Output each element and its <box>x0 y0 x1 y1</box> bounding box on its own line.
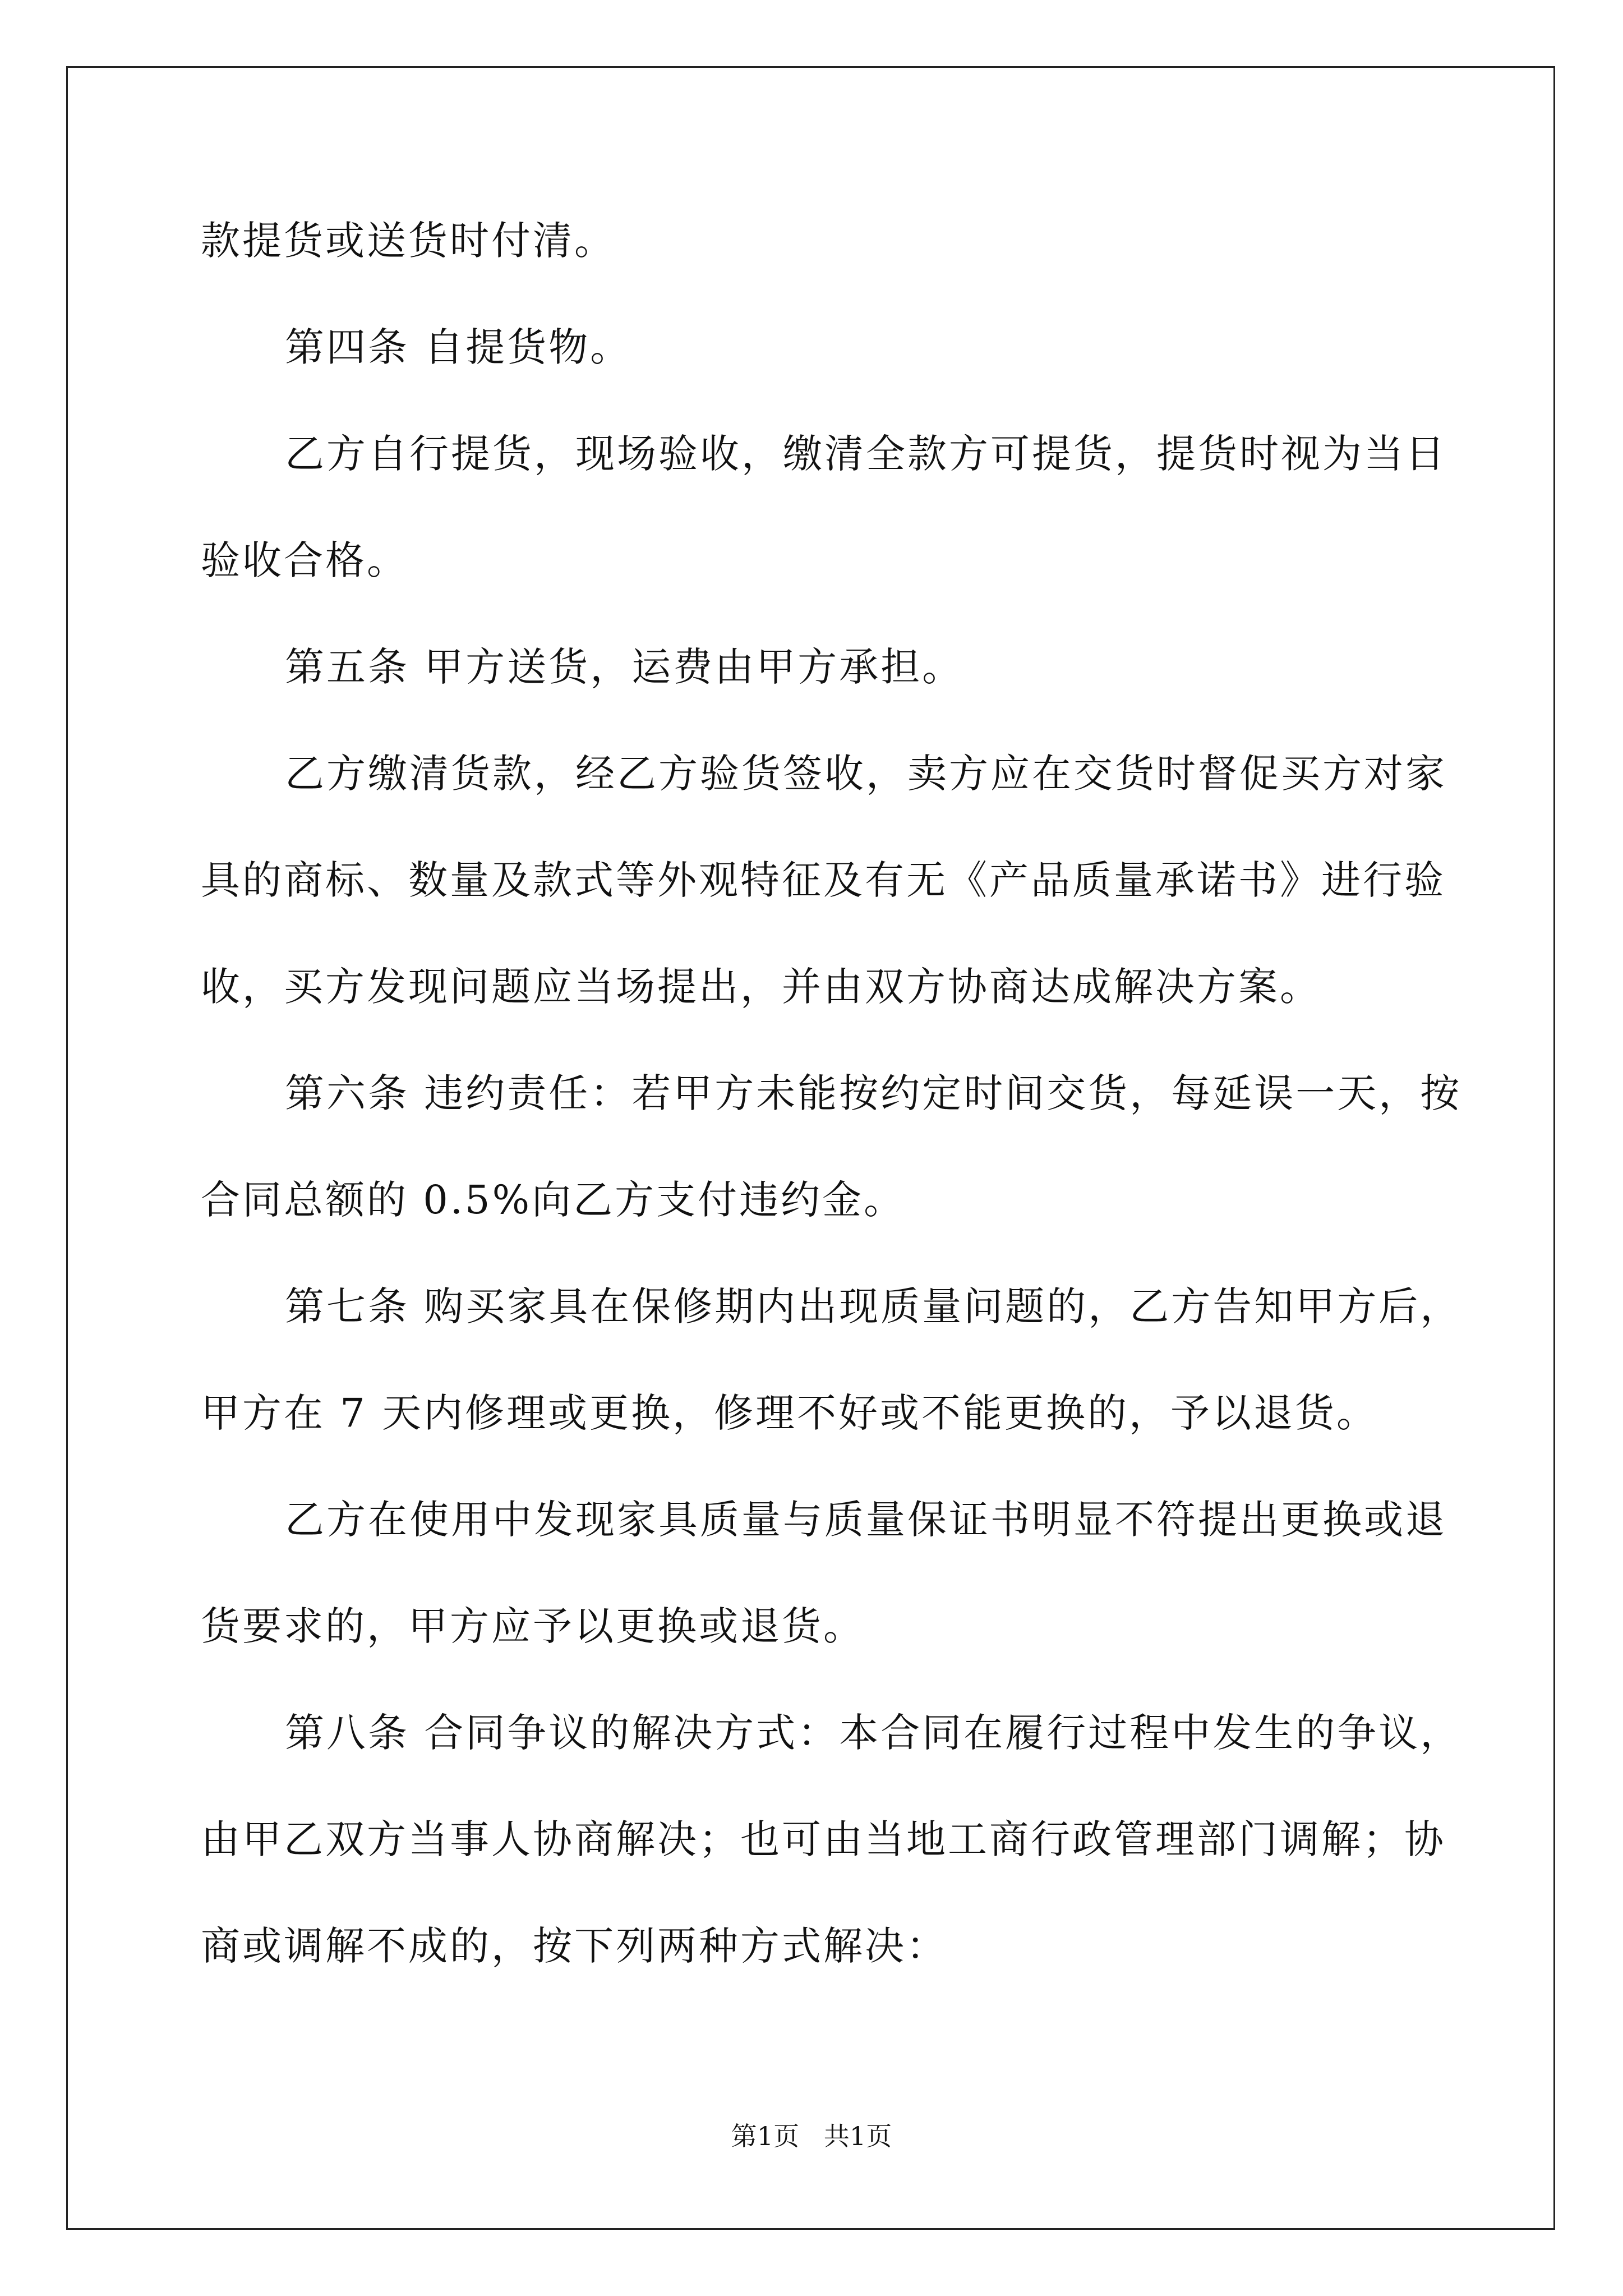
paragraph-line-7: 具的商标、数量及款式等外观特征及有无《产品质量承诺书》进行验 <box>201 857 1446 903</box>
paragraph-line-8: 收，买方发现问题应当场提出，并由双方协商达成解决方案。 <box>201 964 1321 1010</box>
document-body <box>201 214 1462 2026</box>
paragraph-line-13: 乙方在使用中发现家具质量与质量保证书明显不符提出更换或退 <box>285 1497 1447 1543</box>
paragraph-line-9: 第六条 违约责任：若甲方未能按约定时间交货，每延误一天，按 <box>285 1070 1462 1116</box>
paragraph-line-11: 第七条 购买家具在保修期内出现质量问题的，乙方告知甲方后， <box>285 1283 1462 1329</box>
paragraph-line-5: 第五条 甲方送货，运费由甲方承担。 <box>285 644 964 690</box>
paragraph-line-14: 货要求的，甲方应予以更换或退货。 <box>201 1603 865 1649</box>
paragraph-line-12: 甲方在 7 天内修理或更换，修理不好或不能更换的，予以退货。 <box>201 1390 1378 1436</box>
paragraph-line-10: 合同总额的 0.5%向乙方支付违约金。 <box>201 1177 906 1223</box>
paragraph-line-2: 第四条 自提货物。 <box>285 324 632 370</box>
paragraph-line-6: 乙方缴清货款，经乙方验货签收，卖方应在交货时督促买方对家 <box>285 751 1447 797</box>
paragraph-line-3: 乙方自行提货，现场验收，缴清全款方可提货，提货时视为当日 <box>285 431 1447 477</box>
paragraph-line-4: 验收合格。 <box>201 537 408 583</box>
page-footer: 第1页 共1页 <box>731 2121 892 2151</box>
paragraph-line-1: 款提货或送货时付清。 <box>201 218 616 264</box>
paragraph-line-17: 商或调解不成的，按下列两种方式解决： <box>201 1923 948 1969</box>
paragraph-line-16: 由甲乙双方当事人协商解决；也可由当地工商行政管理部门调解；协 <box>201 1816 1446 1862</box>
paragraph-line-15: 第八条 合同争议的解决方式：本合同在履行过程中发生的争议， <box>285 1710 1462 1756</box>
